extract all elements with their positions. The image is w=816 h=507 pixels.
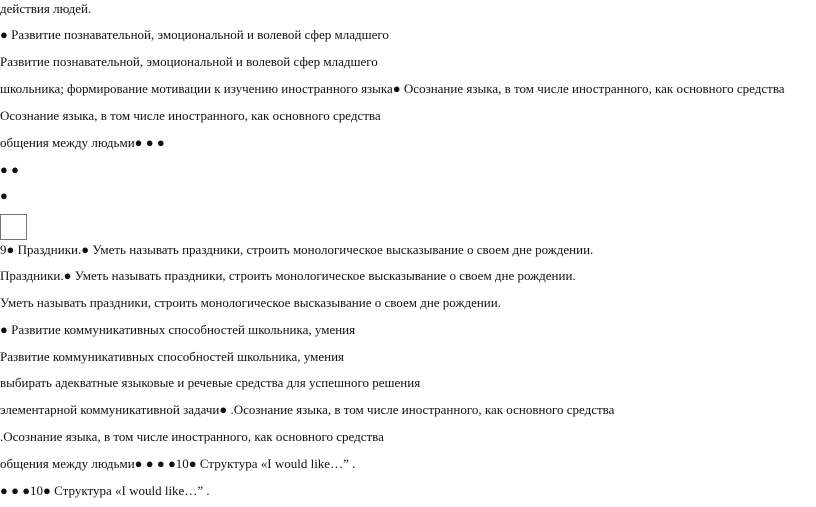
text-line-17: общения между людьми● ● ● ●10● Структура «I would like…” .: [0, 456, 356, 471]
text-line-8: ●: [0, 188, 8, 203]
text-line-2: ● Развитие познавательной, эмоциональной и волевой сфер младшего: [0, 27, 389, 42]
text-line-4: школьника; формирование мотивации к изучению иностранного языка● Осознание языка, в том числе иностранного, как основного средства: [0, 81, 785, 96]
text-line-9: 9● Праздники.● Уметь называть праздники, строить монологическое высказывание о своем дне рождении.: [0, 242, 594, 257]
text-line-1: действия людей.: [0, 1, 92, 16]
text-line-13: Развитие коммуникативных способностей школьника, умения: [0, 349, 345, 364]
text-line-5: Осознание языка, в том числе иностранного, как основного средства: [0, 108, 381, 123]
text-line-6: общения между людьми● ● ●: [0, 135, 165, 150]
text-line-18: ● ● ●10● Структура «I would like…” .: [0, 483, 210, 498]
text-line-14: выбирать адекватные языковые и речевые средства для успешного решения: [0, 375, 421, 390]
text-line-16: .Осознание языка, в том числе иностранного, как основного средства: [0, 429, 384, 444]
text-line-10: Праздники.● Уметь называть праздники, строить монологическое высказывание о своем дне рождении.: [0, 268, 576, 283]
empty-image-placeholder: [0, 214, 27, 240]
text-line-11: Уметь называть праздники, строить монологическое высказывание о своем дне рождении.: [0, 295, 501, 310]
text-line-7: ● ●: [0, 162, 19, 177]
text-line-3: Развитие познавательной, эмоциональной и волевой сфер младшего: [0, 54, 378, 69]
text-line-12: ● Развитие коммуникативных способностей школьника, умения: [0, 322, 356, 337]
text-line-15: элементарной коммуникативной задачи● .Осознание языка, в том числе иностранного, как основного средства: [0, 402, 615, 417]
